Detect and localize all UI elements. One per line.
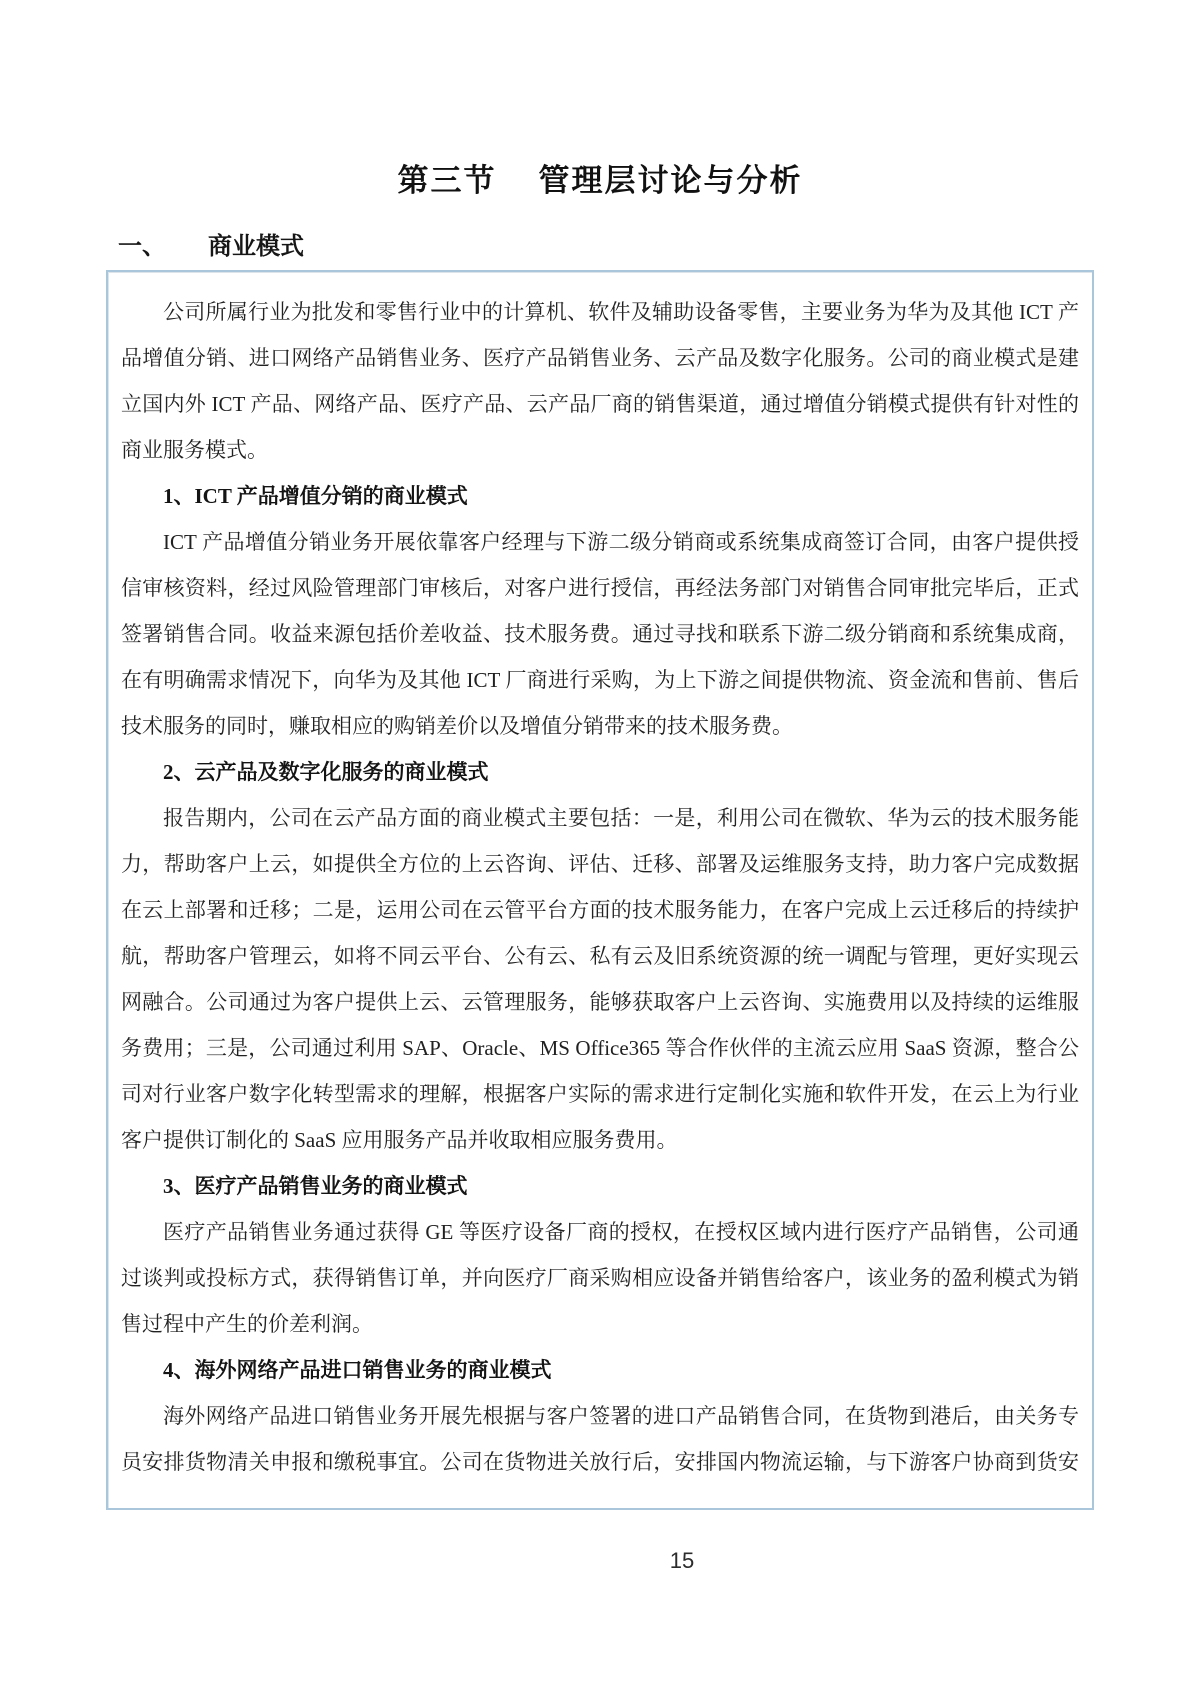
body-paragraph: ICT 产品增值分销业务开展依靠客户经理与下游二级分销商或系统集成商签订合同，由客户提供授信审核资料，经过风险管理部门审核后，对客户进行授信，再经法务部门对销售合同审批完毕后，正式签署销售合同。收益来源包括价差收益、技术服务费。通过寻找和联系下游二级分销商和系统集成商，在有明确需求情况下，向华为及其他 ICT 厂商进行采购，为上下游之间提供物流、资金流和售前、售后技术服务的同时，赚取相应的购销差价以及增值分销带来的技术服务费。: [121, 530, 1079, 738]
subsection-heading: 4、海外网络产品进口销售业务的商业模式: [163, 1358, 552, 1382]
page-number: 15: [669, 1548, 695, 1573]
content-box: [106, 270, 1094, 1510]
page-title-section-number: 第三节: [397, 163, 497, 198]
body-paragraph: 公司所属行业为批发和零售行业中的计算机、软件及辅助设备零售，主要业务为华为及其他 ICT 产品增值分销、进口网络产品销售业务、医疗产品销售业务、云产品及数字化服务。公司的商业模式是建立国内外 ICT 产品、网络产品、医疗产品、云产品厂商的销售渠道，通过增值分销模式提供有针对性的商业服务模式。: [121, 300, 1079, 462]
section-number: 一、: [118, 233, 166, 260]
subsection-heading: 2、云产品及数字化服务的商业模式: [163, 760, 489, 784]
body-paragraph: 海外网络产品进口销售业务开展先根据与客户签署的进口产品销售合同，在货物到港后，由关务专员安排货物清关申报和缴税事宜。公司在货物进关放行后，安排国内物流运输，与下游客户协商到货安: [121, 1404, 1079, 1474]
page-title: [0, 155, 1200, 200]
subsection-heading: 1、ICT 产品增值分销的商业模式: [163, 484, 468, 508]
section-title: 商业模式: [208, 233, 304, 260]
page-title-text: 管理层讨论与分析: [538, 163, 803, 198]
body-paragraph: 报告期内，公司在云产品方面的商业模式主要包括：一是，利用公司在微软、华为云的技术服务能力，帮助客户上云，如提供全方位的上云咨询、评估、迁移、部署及运维服务支持，助力客户完成数据在云上部署和迁移；二是，运用公司在云管平台方面的技术服务能力，在客户完成上云迁移后的持续护航，帮助客户管理云，如将不同云平台、公有云、私有云及旧系统资源的统一调配与管理，更好实现云网融合。公司通过为客户提供上云、云管理服务，能够获取客户上云咨询、实施费用以及持续的运维服务费用；三是，公司通过利用 SAP、Oracle、MS Office365 等合作伙伴的主流云应用 SaaS 资源，整合公司对行业客户数字化转型需求的理解，根据客户实际的需求进行定制化实施和软件开发，在云上为行业客户提供订制化的 SaaS 应用服务产品并收取相应服务费用。: [121, 806, 1079, 1152]
body-paragraph: 医疗产品销售业务通过获得 GE 等医疗设备厂商的授权，在授权区域内进行医疗产品销售，公司通过谈判或投标方式，获得销售订单，并向医疗厂商采购相应设备并销售给客户，该业务的盈利模式为销售过程中产生的价差利润。: [121, 1220, 1079, 1336]
section-heading: [118, 226, 304, 261]
subsection-heading: 3、医疗产品销售业务的商业模式: [163, 1174, 468, 1198]
